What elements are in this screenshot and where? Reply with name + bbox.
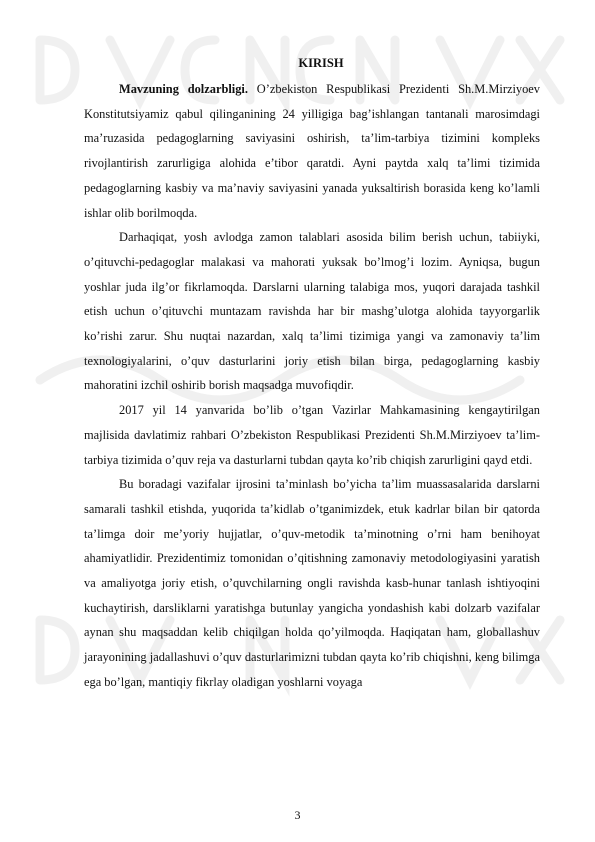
document-body	[84, 54, 540, 695]
paragraph-2: Darhaqiqat, yosh avlodga zamon talablari asosida bilim berish uchun, tabiiyki, o’qituvchi-pedagoglar malakasi va mahorati yuksak bo’lmog’i lozim. Ayniqsa, bugun yoshlar juda ilg’or fikrlamoqda. Darslarni ularning talabiga mos, yuqori darajada tashkil etish uchun o’qituvchi muntazam ravishda har bir mashg’ulotga alohida tayyorgarlik ko’rishi zarur. Shu nuqtai nazardan, xalq ta’limi tizimiga yangi va zamonaviy ta’lim texnologiyalarini, o’quv dasturlarini joriy etish bilan birga, pedagoglarning kasbiy mahoratini izchil oshirib borish maqsadga muvofiqdir.	[84, 230, 540, 393]
paragraph-text: O’zbekiston Respublikasi Prezidenti Sh.M.Mirziyoev Konstitutsiyamiz qabul qilinganining 24 yilligiga bag’ishlangan tantanali marosimdagi ma’ruzasida pedagoglarning saviyasini oshirish, ta’lim-tarbiya tizimini kompleks rivojlantirish zarurligiga alohida e’tibor qaratdi. Ayni paytda xalq ta’limi tizimida pedagoglarning kasbiy va ma’naviy saviyasini yanada yuksaltirish borasida keng ko’lamli ishlar olib borilmoqda.	[84, 82, 540, 220]
paragraph-lead: Mavzuning dolzarbligi.	[119, 82, 248, 96]
paragraph-4: Bu boradagi vazifalar ijrosini ta’minlash bo’yicha ta’lim muassasalarida darslarni samarali tashkil etishda, yuqorida ta’kidlab o’tganimizdek, etuk kadrlar bilan bir qatorda ta’limga doir me’yoriy hujjatlar, o’quv-metodik ta’minotning o’rni ham benihoyat ahamiyatlidir. Prezidentimiz tomonidan o’qitishning zamonaviy metodologiyasini yaratish va amaliyotga joriy etish, o’quvchilarning ongli ravishda kasb-hunar tanlash ishtiyoqini kuchaytirish, darsliklarni yaratishga butunlay yangicha yondashish kabi dolzarb vazifalar aynan shu maqsaddan kelib chiqilgan holda qo’yilmoqda. Haqiqatan ham, globallashuv jarayonining jadallashuvi o’quv dasturlarimizni tubdan qayta ko’rib chiqishni, keng bilimga ega bo’lgan, mantiqiy fikrlay oladigan yoshlarni voyaga	[84, 477, 540, 689]
page-number: 3	[294, 808, 301, 822]
paragraph-relevance	[84, 77, 540, 225]
paragraph-3: 2017 yil 14 yanvarida bo’lib o’tgan Vazirlar Mahkamasining kengaytirilgan majlisida davlatimiz rahbari O’zbekiston Respublikasi Prezidenti Sh.M.Mirziyoev ta’lim-tarbiya tizimida o’quv reja va dasturlarni tubdan qayta ko’rib chiqish zarurligini qayd etdi.	[84, 403, 540, 467]
section-title: KIRISH	[298, 56, 344, 70]
